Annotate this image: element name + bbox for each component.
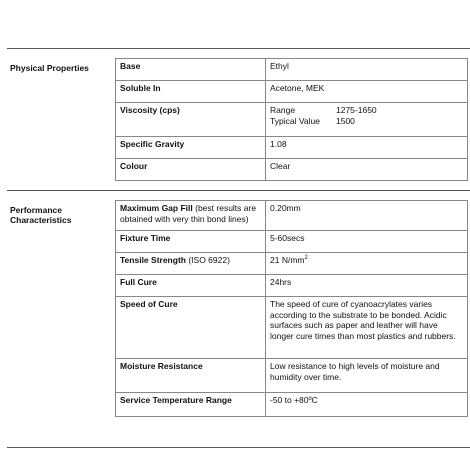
viscosity-values [266,103,468,137]
row-key [116,201,266,231]
tensile-value: 21 N/mm [270,255,305,265]
physical-properties-heading: Physical Properties [10,63,89,73]
row-key: Moisture Resistance [116,359,266,393]
bottom-divider [7,447,470,448]
typical-label: Typical Value [270,115,320,126]
viscosity-range [270,105,377,116]
row-key: Viscosity (cps) [116,103,266,137]
range-value: 1275-1650 [336,105,377,115]
row-value: Ethyl [266,59,468,81]
table-row [116,81,468,103]
row-value: 5-60secs [266,231,468,253]
row-key: Full Cure [116,275,266,297]
table-row [116,253,468,275]
performance-table [115,200,468,417]
key-label: Maximum Gap Fill [120,203,193,213]
table-row [116,393,468,417]
row-key: Colour [116,159,266,181]
table-row [116,231,468,253]
row-value [266,253,468,275]
table-row [116,103,468,137]
row-value: The speed of cure of cyanoacrylates varies according to the substrate to be bonded. Acidic surfaces such as paper and leather will have longer cure times than most plastics and rubbers. [266,297,468,359]
row-key: Soluble In [116,81,266,103]
row-value: Acetone, MEK [266,81,468,103]
table-row [116,275,468,297]
tensile-exponent: 2 [304,255,308,262]
physical-properties-table [115,58,468,181]
performance-heading-line2: Characteristics [10,215,72,225]
typical-value: 1500 [336,115,355,126]
row-value: Low resistance to high levels of moisture and humidity over time. [266,359,468,393]
performance-heading [10,205,71,225]
table-row [116,201,468,231]
viscosity-typical [270,116,355,127]
row-key [116,253,266,275]
row-key: Service Temperature Range [116,393,266,417]
table-row [116,59,468,81]
row-value: 24hrs [266,275,468,297]
row-key: Speed of Cure [116,297,266,359]
table-row [116,297,468,359]
key-label: Tensile Strength [120,255,186,265]
key-note: (best results are obtained with very thin bond lines) [120,203,257,224]
range-label: Range [270,105,296,115]
row-key: Base [116,59,266,81]
row-value: 0.20mm [266,201,468,231]
table-row [116,137,468,159]
row-value: Clear [266,159,468,181]
top-divider [7,48,470,49]
performance-heading-line1: Performance [10,205,62,215]
key-note: (ISO 6922) [188,255,230,265]
row-value: -50 to +80ºC [266,393,468,417]
row-value: 1.08 [266,137,468,159]
table-row [116,159,468,181]
table-row [116,359,468,393]
row-key: Specific Gravity [116,137,266,159]
row-key: Fixture Time [116,231,266,253]
middle-divider [7,190,470,191]
